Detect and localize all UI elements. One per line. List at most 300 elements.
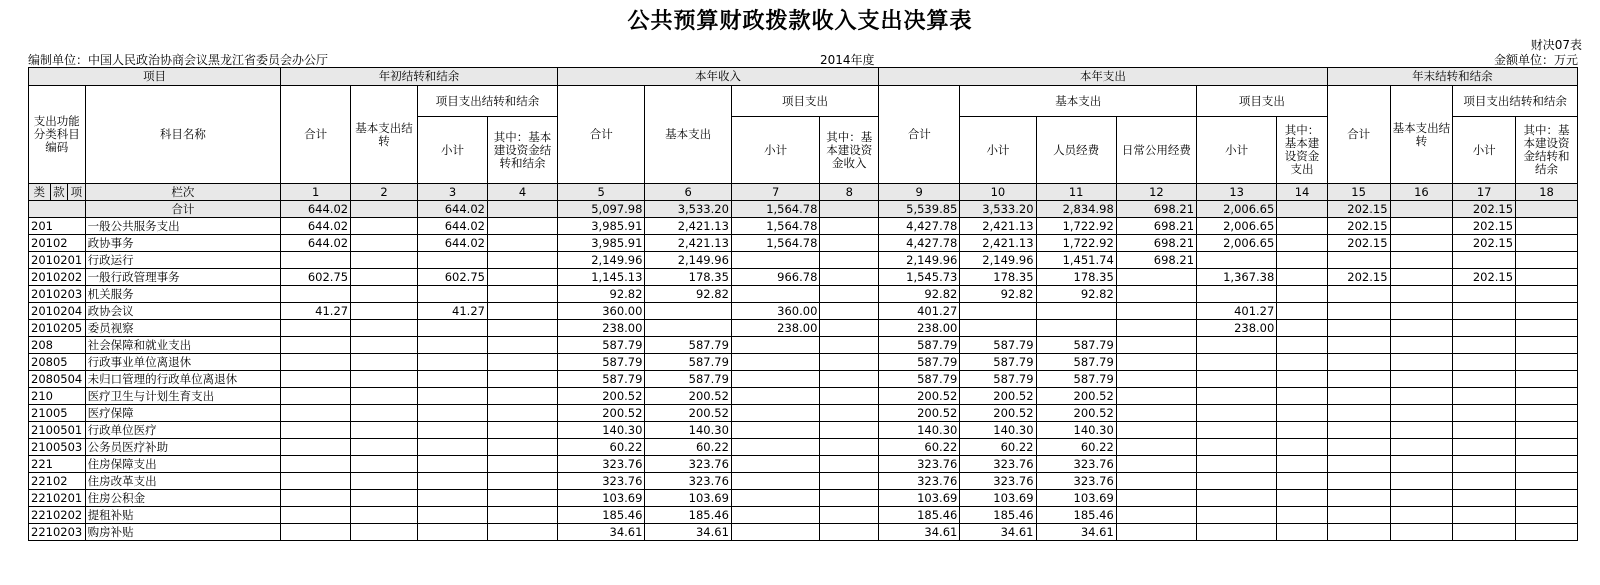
amount-cell: 238.00 <box>731 320 820 337</box>
header-exp-proj-subtotal: 小计 <box>1197 117 1277 184</box>
subject-code: 2210201 <box>29 490 86 507</box>
amount-cell <box>731 490 820 507</box>
amount-cell: 34.61 <box>645 524 731 541</box>
amount-cell: 60.22 <box>879 439 960 456</box>
amount-cell: 185.46 <box>1036 507 1116 524</box>
amount-cell: 587.79 <box>879 354 960 371</box>
amount-cell: 103.69 <box>557 490 644 507</box>
amount-cell: 3,985.91 <box>557 235 644 252</box>
amount-cell <box>487 422 557 439</box>
subject-name: 合计 <box>85 201 281 218</box>
amount-cell <box>1277 269 1327 286</box>
amount-cell <box>1116 473 1196 490</box>
col-num: 14 <box>1277 184 1327 201</box>
table-row <box>29 507 1578 524</box>
amount-cell <box>1327 456 1390 473</box>
amount-cell <box>487 303 557 320</box>
amount-cell <box>351 235 418 252</box>
amount-cell: 323.76 <box>879 473 960 490</box>
subject-code: 2210203 <box>29 524 86 541</box>
amount-cell <box>820 252 879 269</box>
subject-code: 201 <box>29 218 86 235</box>
subject-code: 2100503 <box>29 439 86 456</box>
amount-cell: 587.79 <box>557 371 644 388</box>
amount-cell: 587.79 <box>645 354 731 371</box>
amount-cell <box>731 354 820 371</box>
header-close-total: 合计 <box>1327 86 1390 184</box>
amount-cell <box>1390 252 1453 269</box>
table-row <box>29 422 1578 439</box>
amount-cell <box>1516 439 1578 456</box>
amount-cell <box>645 303 731 320</box>
amount-cell: 92.82 <box>645 286 731 303</box>
amount-cell <box>487 337 557 354</box>
amount-cell: 178.35 <box>645 269 731 286</box>
amount-cell <box>731 252 820 269</box>
header-inc-total: 合计 <box>557 86 644 184</box>
amount-cell <box>1277 252 1327 269</box>
amount-cell <box>1516 405 1578 422</box>
amount-cell <box>731 473 820 490</box>
amount-cell <box>487 286 557 303</box>
amount-cell <box>1116 303 1196 320</box>
amount-cell: 34.61 <box>960 524 1036 541</box>
amount-cell <box>1116 490 1196 507</box>
subject-name: 住房保障支出 <box>85 456 281 473</box>
amount-cell: 644.02 <box>281 218 351 235</box>
amount-cell <box>351 218 418 235</box>
amount-cell <box>281 371 351 388</box>
amount-cell <box>351 269 418 286</box>
amount-cell <box>281 439 351 456</box>
amount-cell: 92.82 <box>1036 286 1116 303</box>
amount-cell <box>1453 490 1516 507</box>
table-row-total <box>29 201 1578 218</box>
amount-cell <box>1390 422 1453 439</box>
subject-code: 20805 <box>29 354 86 371</box>
amount-cell <box>1516 371 1578 388</box>
amount-cell: 587.79 <box>557 337 644 354</box>
amount-cell: 200.52 <box>879 388 960 405</box>
col-num: 2 <box>351 184 418 201</box>
amount-cell: 1,722.92 <box>1036 218 1116 235</box>
table-row <box>29 320 1578 337</box>
subject-name: 行政单位医疗 <box>85 422 281 439</box>
amount-cell: 1,367.38 <box>1197 269 1277 286</box>
amount-cell <box>281 388 351 405</box>
amount-cell <box>1327 354 1390 371</box>
amount-cell <box>487 201 557 218</box>
col-num: 15 <box>1327 184 1390 201</box>
amount-cell: 2,149.96 <box>645 252 731 269</box>
table-row <box>29 524 1578 541</box>
col-num: 5 <box>557 184 644 201</box>
amount-cell <box>1453 286 1516 303</box>
amount-cell <box>1327 286 1390 303</box>
amount-cell <box>1327 439 1390 456</box>
amount-cell <box>281 507 351 524</box>
amount-cell <box>820 269 879 286</box>
amount-cell: 587.79 <box>879 337 960 354</box>
amount-cell: 238.00 <box>557 320 644 337</box>
amount-cell <box>1116 456 1196 473</box>
table-row <box>29 303 1578 320</box>
amount-cell <box>1116 269 1196 286</box>
amount-cell: 202.15 <box>1453 218 1516 235</box>
amount-cell <box>281 337 351 354</box>
amount-cell <box>1197 405 1277 422</box>
amount-cell <box>487 320 557 337</box>
amount-cell <box>281 252 351 269</box>
amount-cell <box>731 337 820 354</box>
amount-cell: 587.79 <box>645 337 731 354</box>
amount-cell: 1,545.73 <box>879 269 960 286</box>
header-exp-basic: 基本支出 <box>960 86 1197 117</box>
table-row <box>29 286 1578 303</box>
col-num: 16 <box>1390 184 1453 201</box>
amount-cell <box>1327 371 1390 388</box>
amount-cell <box>1197 354 1277 371</box>
amount-cell <box>731 422 820 439</box>
amount-cell <box>487 354 557 371</box>
amount-cell <box>731 405 820 422</box>
col-num: 3 <box>418 184 488 201</box>
amount-cell <box>1197 252 1277 269</box>
amount-cell <box>1116 354 1196 371</box>
table-row <box>29 235 1578 252</box>
amount-cell <box>487 439 557 456</box>
header-lei: 类 <box>29 184 51 201</box>
header-open-proj-subtotal: 小计 <box>418 117 488 184</box>
amount-cell <box>820 235 879 252</box>
header-xiang: 项 <box>68 184 85 201</box>
amount-cell: 587.79 <box>557 354 644 371</box>
amount-cell <box>1516 388 1578 405</box>
amount-cell <box>418 371 488 388</box>
table-row <box>29 218 1578 235</box>
header-exp-proj-construction: 其中：基本建设资金支出 <box>1277 117 1327 184</box>
table-row <box>29 354 1578 371</box>
subject-code: 22102 <box>29 473 86 490</box>
amount-cell <box>418 490 488 507</box>
amount-cell <box>418 405 488 422</box>
amount-cell <box>1277 303 1327 320</box>
amount-cell <box>820 439 879 456</box>
header-exp-daily: 日常公用经费 <box>1116 117 1196 184</box>
header-open-project: 项目支出结转和结余 <box>418 86 558 117</box>
amount-cell <box>487 507 557 524</box>
amount-cell: 587.79 <box>960 354 1036 371</box>
amount-cell: 1,564.78 <box>731 218 820 235</box>
col-num: 6 <box>645 184 731 201</box>
header-kuan: 款 <box>50 184 67 201</box>
col-num: 11 <box>1036 184 1116 201</box>
amount-cell <box>1516 320 1578 337</box>
amount-cell <box>1116 507 1196 524</box>
amount-cell: 2,006.65 <box>1197 201 1277 218</box>
amount-cell: 1,564.78 <box>731 235 820 252</box>
amount-cell: 587.79 <box>645 371 731 388</box>
amount-cell: 602.75 <box>281 269 351 286</box>
amount-cell: 140.30 <box>960 422 1036 439</box>
report-title: 公共预算财政拨款收入支出决算表 <box>627 9 973 34</box>
amount-cell: 401.27 <box>879 303 960 320</box>
amount-cell <box>418 252 488 269</box>
amount-cell <box>351 490 418 507</box>
amount-cell: 34.61 <box>879 524 960 541</box>
amount-cell: 644.02 <box>281 235 351 252</box>
amount-cell: 185.46 <box>960 507 1036 524</box>
col-num: 12 <box>1116 184 1196 201</box>
amount-cell: 698.21 <box>1116 235 1196 252</box>
amount-cell <box>1277 473 1327 490</box>
amount-cell <box>418 337 488 354</box>
table-row <box>29 337 1578 354</box>
amount-cell <box>1327 388 1390 405</box>
amount-cell: 103.69 <box>645 490 731 507</box>
amount-cell <box>418 388 488 405</box>
amount-cell <box>487 456 557 473</box>
amount-cell <box>731 371 820 388</box>
amount-cell <box>1277 422 1327 439</box>
amount-cell <box>1390 388 1453 405</box>
subject-code: 2010205 <box>29 320 86 337</box>
subject-code: 221 <box>29 456 86 473</box>
amount-cell <box>487 252 557 269</box>
amount-cell: 698.21 <box>1116 218 1196 235</box>
amount-cell <box>1453 354 1516 371</box>
subject-name: 行政运行 <box>85 252 281 269</box>
subject-name: 购房补贴 <box>85 524 281 541</box>
amount-cell: 1,564.78 <box>731 201 820 218</box>
amount-cell <box>418 456 488 473</box>
amount-cell <box>1327 252 1390 269</box>
amount-cell <box>820 456 879 473</box>
amount-cell <box>487 490 557 507</box>
amount-cell <box>1327 405 1390 422</box>
amount-cell: 2,834.98 <box>1036 201 1116 218</box>
amount-cell <box>281 422 351 439</box>
amount-cell <box>351 286 418 303</box>
amount-cell <box>820 524 879 541</box>
amount-cell: 323.76 <box>645 473 731 490</box>
amount-cell: 602.75 <box>418 269 488 286</box>
subject-code: 2010203 <box>29 286 86 303</box>
amount-cell <box>351 439 418 456</box>
subject-name: 机关服务 <box>85 286 281 303</box>
amount-cell: 587.79 <box>1036 354 1116 371</box>
amount-cell <box>351 320 418 337</box>
amount-cell: 34.61 <box>1036 524 1116 541</box>
amount-cell: 966.78 <box>731 269 820 286</box>
subject-name: 住房公积金 <box>85 490 281 507</box>
subject-name: 提租补贴 <box>85 507 281 524</box>
amount-cell <box>1197 507 1277 524</box>
amount-cell <box>1390 235 1453 252</box>
amount-cell <box>351 456 418 473</box>
amount-cell: 238.00 <box>879 320 960 337</box>
col-num: 17 <box>1453 184 1516 201</box>
amount-cell <box>1453 507 1516 524</box>
header-func-code: 支出功能分类科目编码 <box>29 86 86 184</box>
amount-cell: 587.79 <box>879 371 960 388</box>
amount-cell <box>1197 439 1277 456</box>
amount-cell: 644.02 <box>418 201 488 218</box>
amount-cell: 4,427.78 <box>879 235 960 252</box>
amount-cell <box>418 439 488 456</box>
amount-cell <box>1453 405 1516 422</box>
subject-name: 医疗保障 <box>85 405 281 422</box>
amount-cell: 5,097.98 <box>557 201 644 218</box>
header-close-project: 项目支出结转和结余 <box>1453 86 1578 117</box>
amount-cell <box>1116 524 1196 541</box>
amount-cell: 200.52 <box>557 405 644 422</box>
amount-cell <box>1390 286 1453 303</box>
amount-cell <box>351 354 418 371</box>
budget-table <box>28 67 1578 541</box>
amount-cell <box>1390 218 1453 235</box>
amount-cell <box>1390 456 1453 473</box>
amount-cell: 2,006.65 <box>1197 218 1277 235</box>
amount-cell <box>281 490 351 507</box>
amount-cell <box>1516 422 1578 439</box>
amount-cell: 2,149.96 <box>557 252 644 269</box>
amount-cell: 34.61 <box>557 524 644 541</box>
amount-cell <box>731 388 820 405</box>
amount-cell: 200.52 <box>1036 388 1116 405</box>
amount-cell <box>1516 235 1578 252</box>
amount-cell <box>1277 354 1327 371</box>
subject-code: 2080504 <box>29 371 86 388</box>
amount-cell <box>960 320 1036 337</box>
subject-name: 公务员医疗补助 <box>85 439 281 456</box>
subject-name: 一般行政管理事务 <box>85 269 281 286</box>
amount-cell <box>1453 456 1516 473</box>
amount-cell <box>487 218 557 235</box>
column-index-row <box>29 184 1578 201</box>
amount-cell <box>281 405 351 422</box>
amount-cell <box>820 337 879 354</box>
amount-cell <box>1277 456 1327 473</box>
amount-cell <box>281 354 351 371</box>
col-num: 10 <box>960 184 1036 201</box>
amount-cell <box>1116 337 1196 354</box>
amount-cell <box>1516 473 1578 490</box>
amount-cell <box>1277 490 1327 507</box>
amount-cell: 698.21 <box>1116 252 1196 269</box>
amount-cell <box>1116 371 1196 388</box>
amount-cell <box>487 405 557 422</box>
amount-cell <box>1453 388 1516 405</box>
header-exp-project: 项目支出 <box>1197 86 1328 117</box>
amount-cell <box>351 201 418 218</box>
amount-cell: 60.22 <box>645 439 731 456</box>
amount-cell <box>820 218 879 235</box>
table-row <box>29 252 1578 269</box>
amount-cell: 202.15 <box>1327 269 1390 286</box>
amount-cell <box>1197 524 1277 541</box>
amount-cell <box>1390 524 1453 541</box>
amount-cell <box>1390 269 1453 286</box>
amount-cell: 202.15 <box>1453 235 1516 252</box>
amount-cell <box>1516 286 1578 303</box>
amount-cell: 323.76 <box>557 473 644 490</box>
amount-cell <box>1116 286 1196 303</box>
table-row <box>29 371 1578 388</box>
amount-cell: 360.00 <box>731 303 820 320</box>
amount-cell: 103.69 <box>879 490 960 507</box>
amount-cell <box>418 320 488 337</box>
amount-cell: 587.79 <box>960 337 1036 354</box>
amount-cell <box>1453 320 1516 337</box>
amount-cell <box>1390 405 1453 422</box>
amount-cell <box>1453 337 1516 354</box>
amount-cell <box>351 405 418 422</box>
amount-cell <box>351 507 418 524</box>
amount-cell <box>820 320 879 337</box>
amount-cell <box>820 490 879 507</box>
amount-cell: 238.00 <box>1197 320 1277 337</box>
amount-cell: 360.00 <box>557 303 644 320</box>
amount-cell: 2,421.13 <box>960 218 1036 235</box>
header-close-proj-construction: 其中：基本建设资金结转和结余 <box>1516 117 1578 184</box>
header-opening-balance: 年初结转和结余 <box>281 68 558 86</box>
header-close-proj-subtotal: 小计 <box>1453 117 1516 184</box>
amount-cell <box>1390 201 1453 218</box>
amount-cell <box>487 524 557 541</box>
subject-name: 一般公共服务支出 <box>85 218 281 235</box>
amount-cell <box>1327 507 1390 524</box>
subject-code: 20102 <box>29 235 86 252</box>
amount-cell <box>1516 337 1578 354</box>
amount-cell <box>1197 422 1277 439</box>
amount-cell <box>1197 490 1277 507</box>
amount-cell <box>1116 388 1196 405</box>
amount-cell: 202.15 <box>1327 235 1390 252</box>
header-inc-proj-construction: 其中：基本建设资金收入 <box>820 117 879 184</box>
amount-cell <box>1516 252 1578 269</box>
amount-cell: 1,722.92 <box>1036 235 1116 252</box>
amount-cell: 140.30 <box>1036 422 1116 439</box>
amount-cell <box>418 473 488 490</box>
amount-cell: 92.82 <box>557 286 644 303</box>
amount-cell: 200.52 <box>879 405 960 422</box>
amount-cell <box>1390 473 1453 490</box>
amount-cell <box>1516 303 1578 320</box>
amount-cell: 185.46 <box>557 507 644 524</box>
table-row <box>29 405 1578 422</box>
amount-cell <box>1516 524 1578 541</box>
amount-cell: 92.82 <box>879 286 960 303</box>
amount-cell <box>1453 252 1516 269</box>
subject-name: 政协会议 <box>85 303 281 320</box>
header-exp-total: 合计 <box>879 86 960 184</box>
table-row <box>29 388 1578 405</box>
table-row <box>29 456 1578 473</box>
header-closing-balance: 年末结转和结余 <box>1327 68 1577 86</box>
amount-cell <box>281 320 351 337</box>
amount-cell <box>1116 320 1196 337</box>
amount-cell <box>351 473 418 490</box>
amount-cell: 103.69 <box>960 490 1036 507</box>
amount-cell <box>1516 507 1578 524</box>
amount-cell <box>487 388 557 405</box>
amount-cell <box>1277 507 1327 524</box>
amount-cell <box>820 473 879 490</box>
amount-cell: 140.30 <box>645 422 731 439</box>
col-num: 1 <box>281 184 351 201</box>
amount-cell <box>645 320 731 337</box>
